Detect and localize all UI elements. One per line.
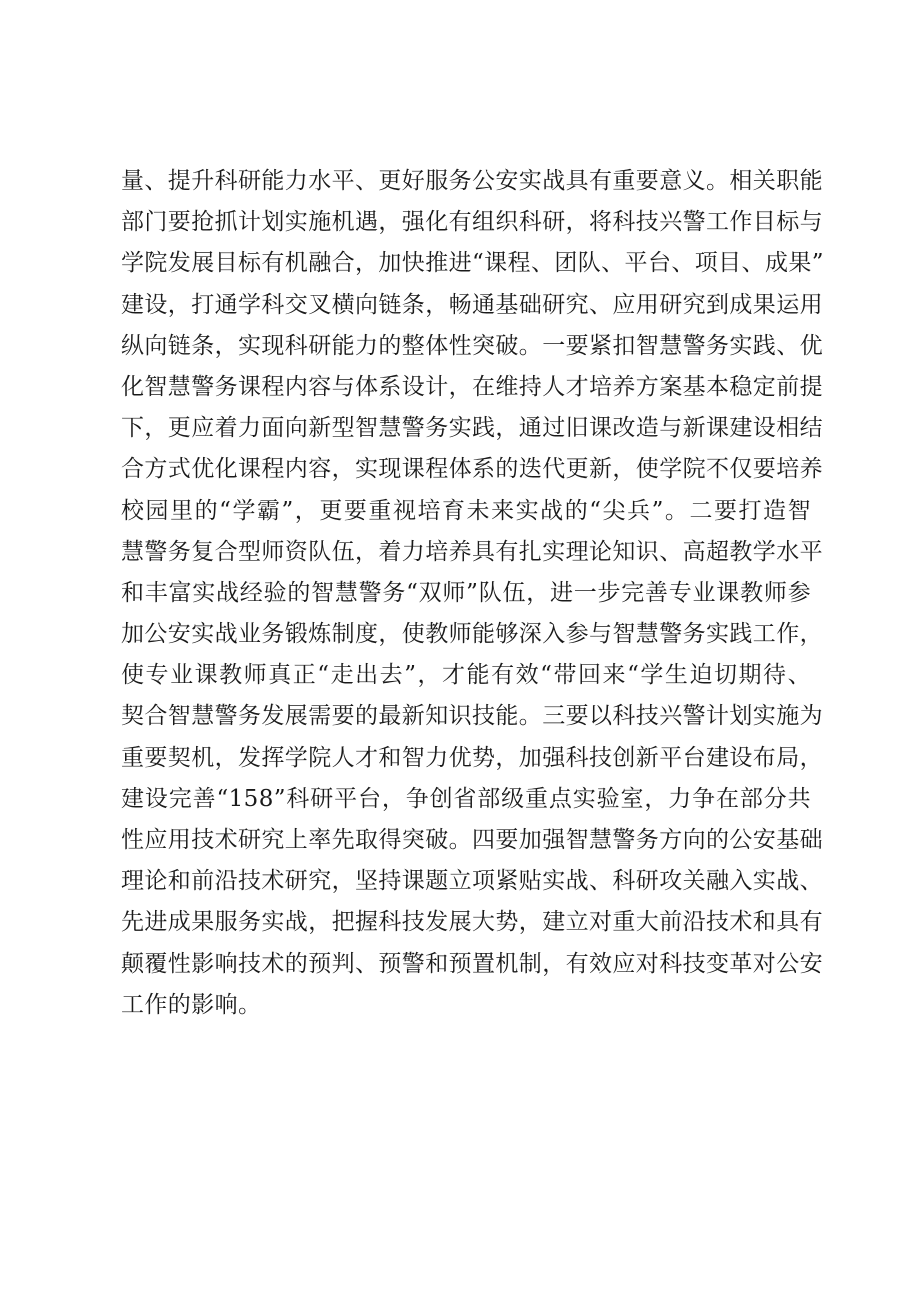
paragraph-line: 合方式优化课程内容，实现课程体系的迭代更新，使学院不仅要培养 — [121, 456, 823, 483]
paragraph-line: 部门要抢抓计划实施机遇，强化有组织科研，将科技兴警工作目标与 — [121, 209, 823, 236]
paragraph-line: 使专业课教师真正“走出去”，才能有效“带回来“学生迫切期待、 — [121, 662, 811, 689]
paragraph-line: 量、提升科研能力水平、更好服务公安实战具有重要意义。相关职能 — [121, 168, 823, 194]
paragraph-line: 先进成果服务实战，把握科技发展大势，建立对重大前沿技术和具有 — [121, 909, 823, 936]
paragraph-line: 纵向链条，实现科研能力的整体性突破。一要紧扣智慧警务实践、优 — [121, 332, 823, 359]
paragraph-line: 慧警务复合型师资队伍，着力培养具有扎实理论知识、高超教学水平 — [121, 538, 823, 565]
body-paragraph — [121, 161, 824, 1026]
paragraph-line: 建设完善“158”科研平台，争创省部级重点实验室，力争在部分共 — [121, 785, 811, 812]
paragraph-line: 建设，打通学科交叉横向链条，畅通基础研究、应用研究到成果运用 — [121, 291, 823, 318]
paragraph-line: 下，更应着力面向新型智慧警务实践，通过旧课改造与新课建设相结 — [121, 415, 823, 442]
paragraph-line: 加公安实战业务锻炼制度，使教师能够深入参与智慧警务实践工作， — [121, 621, 823, 648]
paragraph-line: 学院发展目标有机融合，加快推进“课程、团队、平台、项目、成果” — [121, 250, 824, 277]
paragraph-line: 工作的影响。 — [121, 991, 262, 1018]
paragraph-line: 理论和前沿技术研究，坚持课题立项紧贴实战、科研攻关融入实战、 — [121, 868, 823, 895]
paragraph-line: 性应用技术研究上率先取得突破。四要加强智慧警务方向的公安基础 — [121, 827, 823, 853]
paragraph-line: 校园里的“学霸”，更要重视培育未来实战的“尖兵”。二要打造智 — [121, 497, 811, 524]
paragraph-line: 颠覆性影响技术的预判、预警和预置机制，有效应对科技变革对公安 — [121, 950, 823, 977]
paragraph-line: 重要契机，发挥学院人才和智力优势，加强科技创新平台建设布局， — [121, 744, 823, 771]
paragraph-line: 化智慧警务课程内容与体系设计，在维持人才培养方案基本稳定前提 — [121, 373, 823, 400]
paragraph-line: 契合智慧警务发展需要的最新知识技能。三要以科技兴警计划实施为 — [121, 703, 823, 730]
paragraph-line: 和丰富实战经验的智慧警务“双师”队伍，进一步完善专业课教师参 — [121, 579, 811, 606]
